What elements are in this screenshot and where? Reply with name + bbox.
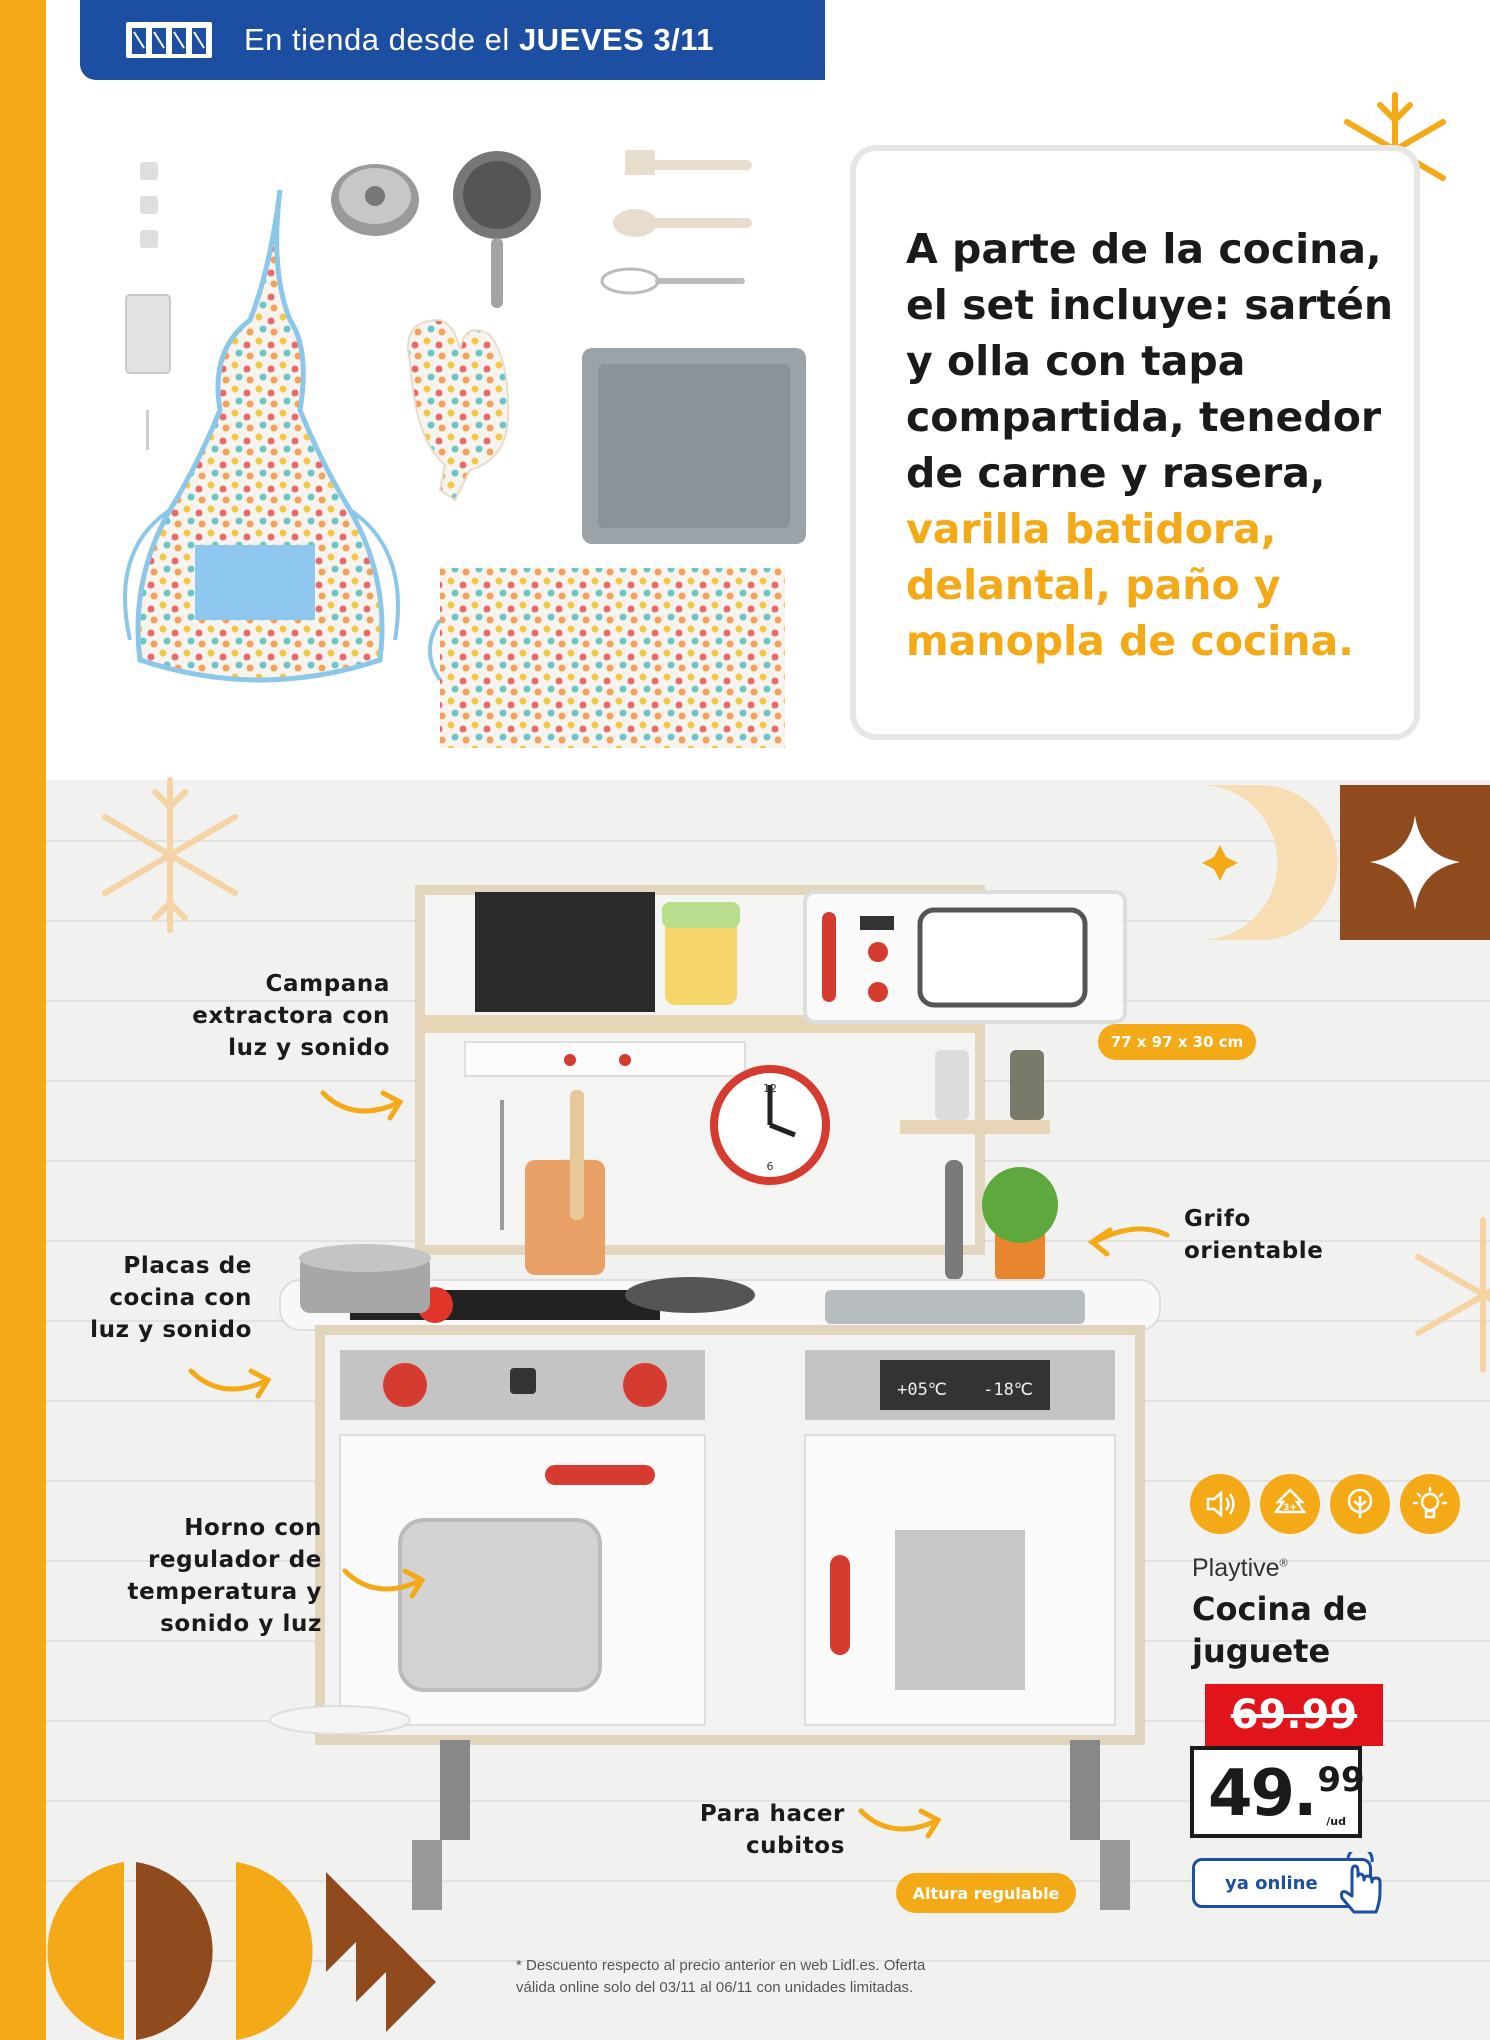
snowflake-icon <box>1398 1210 1490 1380</box>
product-name-line: Cocina de <box>1192 1590 1368 1628</box>
callout-line: cocina con <box>109 1285 252 1311</box>
info-line-accent: delantal, paño y <box>906 561 1281 609</box>
callout-grifo <box>1184 1203 1384 1267</box>
callout-line: Para hacer <box>699 1801 845 1827</box>
callout-line: luz y sonido <box>90 1317 252 1343</box>
freezer-temperature: -18℃ <box>983 1380 1033 1400</box>
included-items-box <box>850 145 1420 740</box>
tree-icon <box>1330 1474 1390 1534</box>
adjustable-height-badge: Altura regulable <box>896 1873 1076 1913</box>
callout-line: orientable <box>1184 1238 1324 1264</box>
dimensions-badge: 77 x 97 x 30 cm <box>1098 1024 1256 1060</box>
callout-cubitos <box>680 1798 845 1862</box>
callout-line: Campana <box>265 971 390 997</box>
clock-number: 6 <box>766 1160 774 1173</box>
info-line-accent: manopla de cocina. <box>906 617 1354 665</box>
star-icon <box>1340 785 1490 940</box>
arrow-icon <box>318 1078 408 1122</box>
price-unit: /ud <box>1326 1815 1346 1828</box>
store-date-banner <box>80 0 825 80</box>
age-3-icon <box>1260 1474 1320 1534</box>
arrow-icon <box>186 1356 276 1400</box>
callout-placas <box>70 1250 252 1346</box>
store-date-text: En tienda desde el JUEVES 3/11 <box>244 22 715 57</box>
callout-line: Placas de <box>123 1253 252 1279</box>
callout-line: temperatura y <box>127 1579 322 1605</box>
clock-number: 12 <box>763 1082 777 1095</box>
light-icon <box>1400 1474 1460 1534</box>
callout-line: extractora con <box>192 1003 390 1029</box>
price-decimal: 99 <box>1317 1760 1365 1800</box>
info-line: A parte de la cocina, <box>906 225 1382 273</box>
info-line: el set incluye: sartén <box>906 281 1394 329</box>
store-icon <box>124 18 214 62</box>
footnote-line: válida online solo del 03/11 al 06/11 con unidades limitadas. <box>516 1979 914 1996</box>
arrow-icon <box>856 1796 946 1840</box>
left-accent-stripe <box>0 0 46 2040</box>
feature-icons <box>1190 1474 1460 1534</box>
product-brand: Playtive® <box>1192 1554 1288 1582</box>
pointer-hand-icon <box>1330 1852 1386 1916</box>
callout-campana <box>150 968 390 1064</box>
toy-kitchen-illustration <box>270 880 1170 1920</box>
info-line-accent: varilla batidora, <box>906 505 1277 553</box>
callout-line: regulador de <box>147 1547 322 1573</box>
arrow-icon <box>1082 1220 1172 1264</box>
footnote-line: * Descuento respecto al precio anterior en web Lidl.es. Oferta <box>516 1957 926 1974</box>
old-price: 69.99 <box>1205 1684 1383 1746</box>
callout-line: Grifo <box>1184 1206 1251 1232</box>
product-name-line: juguete <box>1192 1632 1331 1670</box>
product-name <box>1192 1588 1368 1672</box>
online-button-label: ya online <box>1225 1872 1318 1894</box>
info-line: y olla con tapa <box>906 337 1246 385</box>
svg-text:3+: 3+ <box>1283 1503 1297 1513</box>
current-price <box>1190 1746 1365 1838</box>
accessories-illustration <box>110 120 810 760</box>
callout-line: Horno con <box>184 1515 322 1541</box>
info-line: de carne y rasera, <box>906 449 1326 497</box>
fridge-temperature: +05℃ <box>897 1380 947 1400</box>
decorative-shape <box>1200 785 1340 940</box>
callout-horno <box>110 1512 322 1640</box>
callout-line: luz y sonido <box>228 1035 390 1061</box>
arrow-icon <box>340 1556 430 1600</box>
callout-line: sonido y luz <box>160 1611 322 1637</box>
decorative-shapes <box>46 1862 466 2040</box>
sound-icon <box>1190 1474 1250 1534</box>
callout-line: cubitos <box>745 1833 845 1859</box>
legal-footnote <box>516 1955 1056 1999</box>
info-line: compartida, tenedor <box>906 393 1382 441</box>
price-integer: 49. <box>1208 1757 1316 1831</box>
snowflake-icon <box>85 770 255 940</box>
